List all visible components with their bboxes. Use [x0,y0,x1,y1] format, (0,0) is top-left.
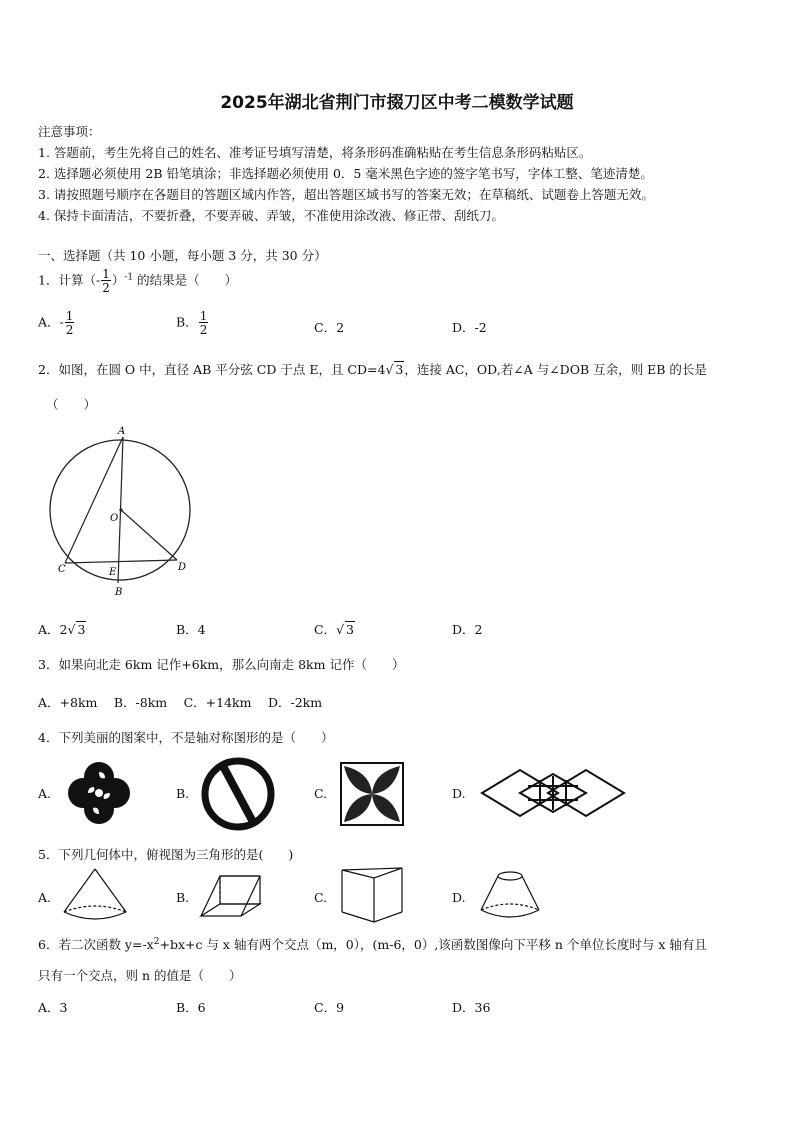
triangular-prism-icon [198,872,264,922]
question-6-option-b: B．6 [176,1000,206,1015]
question-2-option-a: A．2√ 3 [38,622,86,637]
option-label-a: A. [38,786,52,801]
question-3-stem: 3．如果向北走 6km 记作+6km，那么向南走 8km 记作（ ） [38,657,405,672]
page-title: 2025年湖北省荆门市掇刀区中考二模数学试题 [220,93,574,113]
notice-item: 3. 请按照题号顺序在各题目的答题区域内作答，超出答题区域书写的答案无效；在草稿纸、试题卷上答题无效。 [38,187,654,202]
pattern-a-icon [64,760,134,826]
option-label-b: B. [176,890,190,905]
label-o: O [110,513,119,524]
question-5-stem: 5．下列几何体中，俯视图为三角形的是( ) [38,847,294,862]
question-1-option-b: B． $\frac{1}{2}$ [176,309,208,337]
question-2-option-b: B．4 [176,622,206,637]
frustum-icon [478,868,542,922]
question-6-option-c: C．9 [314,1000,345,1015]
question-1-option-d: D．-2 [452,320,487,335]
question-2-stem: 2．如图，在圆 O 中，直径 AB 平分弦 CD 于点 E，且 CD=4√ 3，连接 AC，OD,若∠A 与∠DOB 互余，则 EB 的长是 [38,362,707,377]
line-ac [65,437,123,563]
circle-figure [40,425,240,605]
option-label-d: D. [452,890,466,905]
question-4-stem: 4．下列美丽的图案中，不是轴对称图形的是（ ） [38,730,334,745]
question-6-stem-line2: 只有一个交点，则 n 的值是（ ） [38,968,242,983]
notice-item: 2. 选择题必须使用 2B 铅笔填涂；非选择题必须使用 0．5 毫米黑色字迹的签字笔书写，字体工整、笔迹清楚。 [38,166,653,181]
label-a: A [118,426,126,437]
question-1-option-c: C．2 [314,320,345,335]
chord-cd [65,560,177,563]
question-1-option-a: A．- $\frac{1}{2}$ [38,309,74,337]
question-1-stem: 1．计算（- $\frac{1}{2}$ ）$^{-1}$ 的结果是（ ） [38,267,238,295]
label-e: E [109,567,117,578]
option-label-c: C. [314,786,328,801]
label-c: C [58,564,66,575]
question-2-option-c: C．√ 3 [314,622,354,637]
line-od [121,510,177,560]
question-6-option-d: D．36 [452,1000,491,1015]
section-heading: 一、选择题（共 10 小题，每小题 3 分，共 30 分） [38,248,327,263]
option-label-c: C. [314,890,328,905]
cone-icon [60,866,130,924]
pattern-c-icon [340,762,404,826]
prism-icon [340,864,404,926]
notice-item: 4. 保持卡面清洁，不要折叠，不要弄破、弄皱，不准使用涂改液、修正带、刮纸刀。 [38,208,504,223]
question-6-option-a: A．3 [38,1000,68,1015]
pattern-b-icon [200,756,276,832]
notice-heading: 注意事项： [38,124,101,139]
question-6-stem: 6．若二次函数 $y=-x^2+bx+c$ 与 x 轴有两个交点（m，0），(m-6，0）,该函数图像向下平移 n 个单位长度时与 x 轴有且 [38,936,707,952]
option-label-d: D. [452,786,466,801]
notice-item: 1. 答题前，考生先将自己的姓名、准考证号填写清楚，将条形码准确粘贴在考生信息条形码粘贴区。 [38,145,592,160]
question-2-option-d: D．2 [452,622,483,637]
question-2-stem-line2: （ ） [46,397,97,412]
pattern-d-icon [480,766,626,820]
label-d: D [178,562,187,573]
option-label-b: B. [176,786,190,801]
question-3-options: A．+8km B．-8km C．+14km D．-2km [38,695,323,710]
label-b: B [115,587,123,598]
option-label-a: A. [38,890,52,905]
